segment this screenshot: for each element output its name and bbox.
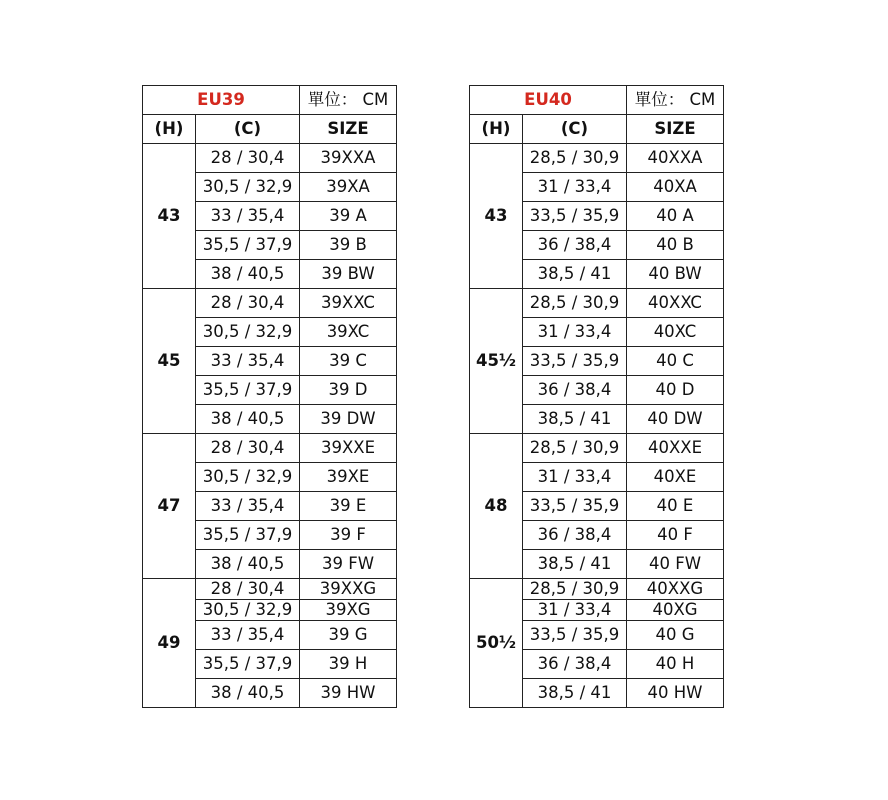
c-range-cell: 33 / 35,4 [196, 202, 300, 231]
c-range-cell: 38,5 / 41 [523, 405, 627, 434]
c-range-cell: 38 / 40,5 [196, 679, 300, 708]
c-range-cell: 33 / 35,4 [196, 347, 300, 376]
c-range-cell: 31 / 33,4 [523, 600, 627, 621]
size-cell: 39 DW [300, 405, 397, 434]
size-cell: 39XXC [300, 289, 397, 318]
size-cell: 40XC [627, 318, 724, 347]
size-cell: 40XXC [627, 289, 724, 318]
c-range-cell: 38,5 / 41 [523, 679, 627, 708]
size-cell: 40XG [627, 600, 724, 621]
c-range-cell: 28,5 / 30,9 [523, 289, 627, 318]
table-row [470, 289, 724, 318]
size-cell: 40 H [627, 650, 724, 679]
c-range-cell: 38 / 40,5 [196, 550, 300, 579]
size-cell: 40 G [627, 621, 724, 650]
h-value-cell: 49 [143, 579, 196, 708]
size-cell: 39 HW [300, 679, 397, 708]
size-cell: 40 DW [627, 405, 724, 434]
c-range-cell: 28,5 / 30,9 [523, 144, 627, 173]
header-size: SIZE [627, 115, 724, 144]
size-cell: 40XXG [627, 579, 724, 600]
c-range-cell: 36 / 38,4 [523, 231, 627, 260]
unit-label: 單位： CM [300, 86, 397, 115]
c-range-cell: 33,5 / 35,9 [523, 492, 627, 521]
size-cell: 40 HW [627, 679, 724, 708]
size-cell: 39 F [300, 521, 397, 550]
size-cell: 40 E [627, 492, 724, 521]
size-cell: 39 A [300, 202, 397, 231]
size-cell: 39XXG [300, 579, 397, 600]
c-range-cell: 33 / 35,4 [196, 492, 300, 521]
h-value-cell: 45 [143, 289, 196, 434]
size-cell: 40 B [627, 231, 724, 260]
c-range-cell: 31 / 33,4 [523, 318, 627, 347]
c-range-cell: 36 / 38,4 [523, 650, 627, 679]
size-cell: 39XA [300, 173, 397, 202]
c-range-cell: 38,5 / 41 [523, 260, 627, 289]
size-table-eu39 [142, 85, 397, 708]
size-cell: 39 H [300, 650, 397, 679]
size-cell: 39 D [300, 376, 397, 405]
c-range-cell: 33 / 35,4 [196, 621, 300, 650]
c-range-cell: 28 / 30,4 [196, 434, 300, 463]
header-c: (C) [196, 115, 300, 144]
c-range-cell: 36 / 38,4 [523, 376, 627, 405]
size-cell: 39XXE [300, 434, 397, 463]
c-range-cell: 38 / 40,5 [196, 405, 300, 434]
size-cell: 39 G [300, 621, 397, 650]
c-range-cell: 33,5 / 35,9 [523, 347, 627, 376]
c-range-cell: 28 / 30,4 [196, 289, 300, 318]
h-value-cell: 45½ [470, 289, 523, 434]
table-title: EU40 [470, 86, 627, 115]
c-range-cell: 30,5 / 32,9 [196, 463, 300, 492]
h-value-cell: 43 [143, 144, 196, 289]
c-range-cell: 35,5 / 37,9 [196, 650, 300, 679]
size-table-eu40 [469, 85, 724, 708]
c-range-cell: 28 / 30,4 [196, 144, 300, 173]
size-cell: 39 E [300, 492, 397, 521]
c-range-cell: 35,5 / 37,9 [196, 231, 300, 260]
h-value-cell: 47 [143, 434, 196, 579]
size-cell: 39 FW [300, 550, 397, 579]
c-range-cell: 31 / 33,4 [523, 463, 627, 492]
size-cell: 40 FW [627, 550, 724, 579]
c-range-cell: 36 / 38,4 [523, 521, 627, 550]
size-cell: 40 A [627, 202, 724, 231]
header-size: SIZE [300, 115, 397, 144]
header-h: (H) [470, 115, 523, 144]
size-cell: 40XXA [627, 144, 724, 173]
header-c: (C) [523, 115, 627, 144]
c-range-cell: 33,5 / 35,9 [523, 621, 627, 650]
c-range-cell: 35,5 / 37,9 [196, 376, 300, 405]
table-row [143, 579, 397, 600]
header-row [470, 115, 724, 144]
c-range-cell: 30,5 / 32,9 [196, 318, 300, 347]
table-row [470, 144, 724, 173]
size-cell: 39 B [300, 231, 397, 260]
table-row [470, 579, 724, 600]
c-range-cell: 35,5 / 37,9 [196, 521, 300, 550]
size-cell: 40 BW [627, 260, 724, 289]
h-value-cell: 43 [470, 144, 523, 289]
size-cell: 40XXE [627, 434, 724, 463]
table-row [143, 144, 397, 173]
h-value-cell: 48 [470, 434, 523, 579]
c-range-cell: 38,5 / 41 [523, 550, 627, 579]
header-h: (H) [143, 115, 196, 144]
size-cell: 40 D [627, 376, 724, 405]
size-cell: 40 C [627, 347, 724, 376]
unit-label: 單位： CM [627, 86, 724, 115]
table-row [143, 434, 397, 463]
size-cell: 39XXA [300, 144, 397, 173]
c-range-cell: 33,5 / 35,9 [523, 202, 627, 231]
size-cell: 39XC [300, 318, 397, 347]
c-range-cell: 28,5 / 30,9 [523, 579, 627, 600]
size-cell: 39XE [300, 463, 397, 492]
size-cell: 40XE [627, 463, 724, 492]
h-value-cell: 50½ [470, 579, 523, 708]
c-range-cell: 30,5 / 32,9 [196, 600, 300, 621]
table-title: EU39 [143, 86, 300, 115]
c-range-cell: 28 / 30,4 [196, 579, 300, 600]
size-cell: 40XA [627, 173, 724, 202]
c-range-cell: 38 / 40,5 [196, 260, 300, 289]
c-range-cell: 28,5 / 30,9 [523, 434, 627, 463]
size-cell: 39XG [300, 600, 397, 621]
table-row [143, 289, 397, 318]
size-cell: 40 F [627, 521, 724, 550]
header-row [143, 115, 397, 144]
c-range-cell: 30,5 / 32,9 [196, 173, 300, 202]
c-range-cell: 31 / 33,4 [523, 173, 627, 202]
size-cell: 39 C [300, 347, 397, 376]
table-row [470, 434, 724, 463]
size-cell: 39 BW [300, 260, 397, 289]
